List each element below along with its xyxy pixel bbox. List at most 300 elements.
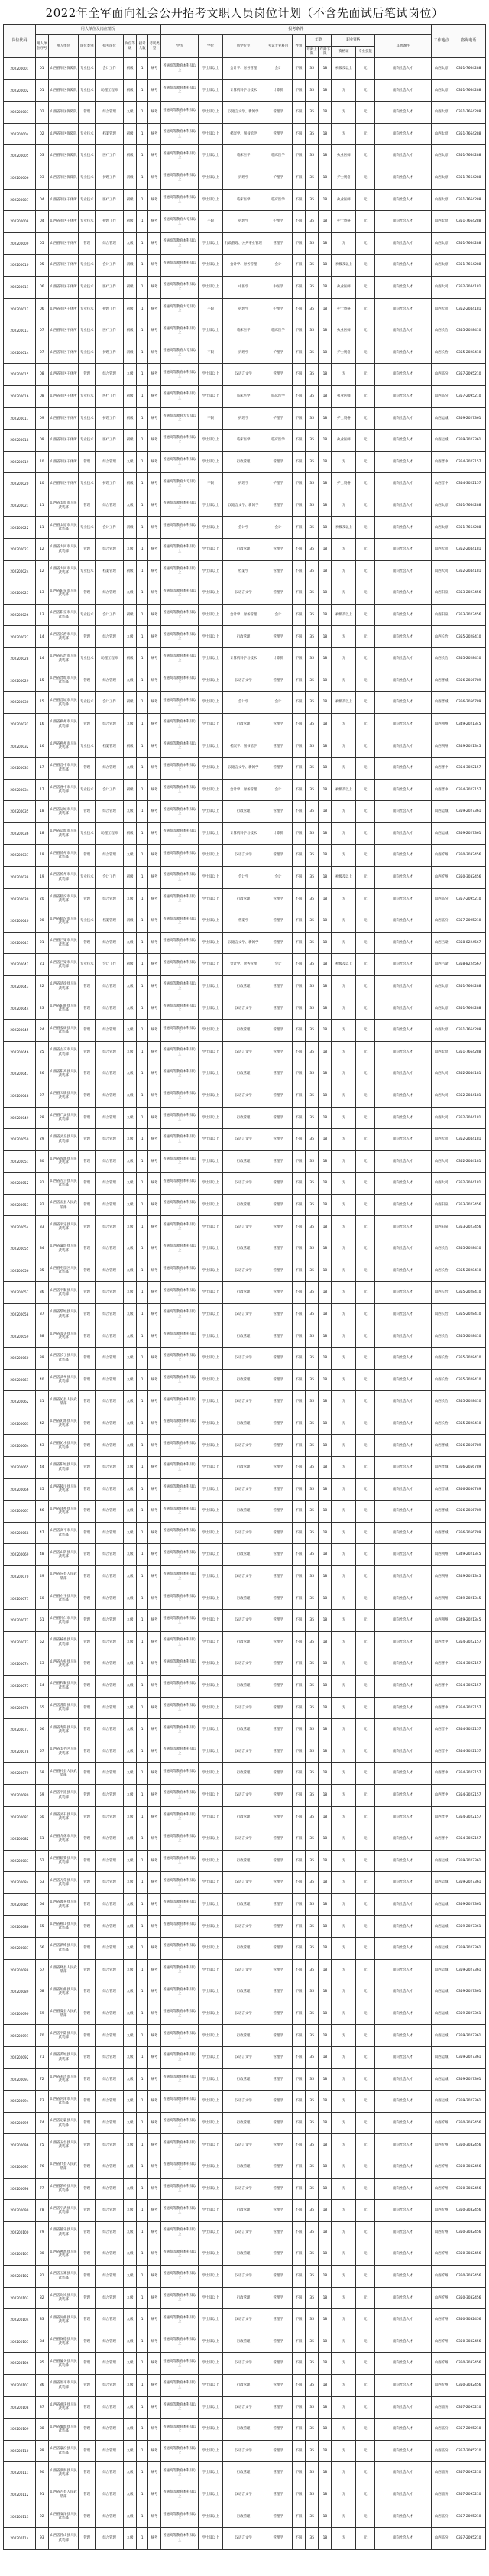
cell-phone: 0350-3032456: [452, 2221, 485, 2243]
cell-count: 1: [137, 276, 148, 298]
cell-education: 普通高等教育本科及以上: [161, 822, 199, 845]
cell-education: 普通高等教育本科及以上: [161, 1806, 199, 1828]
cell-level: 九级: [124, 2243, 137, 2266]
cell-category: 专业技术: [79, 473, 96, 495]
cell-phone: 0349-2021345: [452, 1565, 485, 1588]
cell-degree: 学士及以上: [199, 1041, 223, 1063]
cell-place: 山西太原: [431, 1041, 452, 1063]
cell-count: 1: [137, 1872, 148, 1894]
cell-code: 202200048: [4, 1085, 36, 1107]
cell-post: 护理工作: [96, 473, 124, 495]
cell-post: 综合管理: [96, 888, 124, 910]
cell-count: 1: [137, 1784, 148, 1806]
cell-unit: 山西省古县人民武装部: [48, 2484, 78, 2506]
cell-education: 普通高等教育本科及以上: [161, 560, 199, 582]
cell-education: 普通高等教育本科及以上: [161, 1959, 199, 1981]
cell-age-upper: 35: [306, 2396, 319, 2419]
cell-education: 普通高等教育本科及以上: [161, 2112, 199, 2134]
cell-phone: 0353-2023456: [452, 604, 485, 626]
cell-exam-type: 统考: [147, 1348, 160, 1370]
cell-age-upper: 35: [306, 1938, 319, 1960]
cell-age-lower: 18: [319, 604, 332, 626]
header-gender: 性别: [292, 35, 305, 58]
cell-count: 1: [137, 1719, 148, 1741]
cell-category: 管理: [79, 1631, 96, 1653]
cell-place: 山西长治: [431, 1413, 452, 1435]
cell-unit: 山西省左权县人民武装部: [48, 1653, 78, 1676]
cell-age-lower: 18: [319, 1063, 332, 1085]
cell-gender: 不限: [292, 145, 305, 167]
cell-gender: 不限: [292, 255, 305, 277]
cell-subject: 管理学: [264, 1238, 293, 1260]
cell-category: 管理: [79, 888, 96, 910]
cell-unit-no: 93: [35, 2528, 48, 2550]
cell-unit: 山西省广灵县人民武装部: [48, 1107, 78, 1129]
cell-code: 202200014: [4, 342, 36, 364]
cell-category: 管理: [79, 845, 96, 867]
cell-exam-type: 统考: [147, 1457, 160, 1479]
cell-phone: 0359-2027361: [452, 430, 485, 452]
cell-unit: 山西省定襄县人民武装部: [48, 2112, 78, 2134]
cell-exam-type: 统考: [147, 2112, 160, 2134]
cell-level: 九级: [124, 1981, 137, 2003]
cell-gender: 不限: [292, 2068, 305, 2091]
cell-unit: 山西省安泽县人民武装部: [48, 2506, 78, 2528]
cell-phone: 0357-2095210: [452, 2440, 485, 2462]
cell-degree: 学士及以上: [199, 1806, 223, 1828]
cell-count: 1: [137, 2047, 148, 2069]
cell-major: 汉语言文学: [223, 582, 264, 605]
cell-unit: 山西省太原市人民武装部: [48, 495, 78, 517]
cell-gender: 不限: [292, 1150, 305, 1173]
cell-subject: 管理学: [264, 2396, 293, 2419]
cell-place: 山西大同: [431, 1107, 452, 1129]
cell-phone: 0355-2028410: [452, 1325, 485, 1348]
cell-degree: 学士及以上: [199, 1719, 223, 1741]
cell-code: 202200046: [4, 1041, 36, 1063]
cell-degree: 学士及以上: [199, 2068, 223, 2091]
cell-unit-no: 43: [35, 1435, 48, 1457]
cell-age-upper: 35: [306, 1173, 319, 1195]
cell-code: 202200081: [4, 1806, 36, 1828]
table-row: [4, 232, 486, 255]
cell-unit-no: 48: [35, 1544, 48, 1566]
cell-phone: 0355-2028410: [452, 1413, 485, 1435]
cell-age-upper: 35: [306, 1784, 319, 1806]
cell-other: 面向社会人才: [374, 1303, 431, 1325]
cell-skill: 无: [356, 2419, 375, 2441]
cell-skill: 无: [356, 670, 375, 692]
cell-education: 普通高等教育本科及以上: [161, 2374, 199, 2396]
cell-category: 管理: [79, 2396, 96, 2419]
cell-age-upper: 35: [306, 1893, 319, 1916]
cell-level: 九级: [124, 1565, 137, 1588]
cell-degree: 学士及以上: [199, 604, 223, 626]
cell-degree: 学士及以上: [199, 1588, 223, 1610]
cell-age-upper: 35: [306, 1325, 319, 1348]
cell-category: 管理: [79, 801, 96, 823]
cell-certificate: 无: [332, 2178, 356, 2200]
table-row: [4, 1697, 486, 1719]
cell-post: 综合管理: [96, 1150, 124, 1173]
cell-age-lower: 18: [319, 1565, 332, 1588]
cell-phone: 0350-3032456: [452, 2353, 485, 2375]
cell-code: 202200007: [4, 189, 36, 211]
cell-age-upper: 35: [306, 2374, 319, 2396]
cell-level: 初级: [124, 145, 137, 167]
cell-unit: 山西省灵石县人民武装部: [48, 1806, 78, 1828]
table-row: [4, 1959, 486, 1981]
cell-post: 综合管理: [96, 1610, 124, 1632]
cell-major: 档案学: [223, 560, 264, 582]
cell-unit-no: 65: [35, 1916, 48, 1938]
cell-age-lower: 18: [319, 822, 332, 845]
cell-category: 专业技术: [79, 276, 96, 298]
cell-code: 202200073: [4, 1631, 36, 1653]
cell-code: 202200004: [4, 123, 36, 145]
cell-other: 面向社会人才: [374, 1238, 431, 1260]
cell-exam-type: 统考: [147, 1565, 160, 1588]
cell-degree: 学士及以上: [199, 1369, 223, 1391]
cell-education: 普通高等教育本科及以上: [161, 2265, 199, 2287]
cell-degree: 学士及以上: [199, 1610, 223, 1632]
cell-gender: 不限: [292, 2506, 305, 2528]
cell-certificate: 无: [332, 1369, 356, 1391]
cell-category: 专业技术: [79, 604, 96, 626]
cell-certificate: 无: [332, 910, 356, 933]
cell-subject: 管理学: [264, 1063, 293, 1085]
cell-education: 普通高等教育本科及以上: [161, 1457, 199, 1479]
cell-phone: 0351-7664288: [452, 79, 485, 102]
cell-level: 初级: [124, 692, 137, 714]
cell-other: 面向社会人才: [374, 1063, 431, 1085]
cell-phone: 0354-3022157: [452, 1719, 485, 1741]
cell-level: 九级: [124, 758, 137, 780]
cell-other: 面向社会人才: [374, 1129, 431, 1151]
cell-code: 202200064: [4, 1435, 36, 1457]
cell-exam-type: 统考: [147, 1588, 160, 1610]
cell-count: 1: [137, 1173, 148, 1195]
cell-major: 会计学、财务管理: [223, 255, 264, 277]
cell-subject: 临床医学: [264, 145, 293, 167]
cell-subject: 管理学: [264, 2047, 293, 2069]
cell-exam-type: 统考: [147, 1238, 160, 1260]
cell-post: 综合管理: [96, 1544, 124, 1566]
cell-post: 综合管理: [96, 2134, 124, 2156]
cell-other: 面向社会人才: [374, 975, 431, 998]
cell-age-lower: 18: [319, 1150, 332, 1173]
cell-post: 综合管理: [96, 1916, 124, 1938]
cell-major: 汉语言文学: [223, 2440, 264, 2462]
cell-exam-type: 统考: [147, 2309, 160, 2331]
cell-degree: 学士及以上: [199, 2287, 223, 2309]
cell-certificate: 无: [332, 2047, 356, 2069]
cell-age-lower: 18: [319, 670, 332, 692]
cell-post: 综合管理: [96, 1806, 124, 1828]
cell-unit: 山西省军区保障队: [48, 123, 78, 145]
cell-skill: 无: [356, 473, 375, 495]
cell-age-lower: 18: [319, 2047, 332, 2069]
cell-certificate: 无: [332, 998, 356, 1020]
cell-other: 面向社会人才: [374, 888, 431, 910]
cell-level: 九级: [124, 626, 137, 648]
cell-other: 面向社会人才: [374, 2265, 431, 2287]
table-row: [4, 495, 486, 517]
cell-post: 综合管理: [96, 2484, 124, 2506]
cell-certificate: 无: [332, 2528, 356, 2550]
cell-degree: 学士及以上: [199, 2003, 223, 2025]
cell-phone: 0351-7664288: [452, 1041, 485, 1063]
cell-phone: 0350-3032456: [452, 866, 485, 888]
cell-education: 普通高等教育本科及以上: [161, 975, 199, 998]
cell-age-lower: 18: [319, 1959, 332, 1981]
cell-major: 汉语言文学: [223, 1173, 264, 1195]
cell-post: 综合管理: [96, 1719, 124, 1741]
cell-age-upper: 35: [306, 1435, 319, 1457]
cell-post: 综合管理: [96, 626, 124, 648]
table-row: [4, 648, 486, 670]
cell-gender: 不限: [292, 1959, 305, 1981]
cell-other: 面向社会人才: [374, 1653, 431, 1676]
cell-place: 山西运城: [431, 2003, 452, 2025]
cell-unit-no: 69: [35, 2003, 48, 2025]
cell-education: 普通高等教育本科及以上: [161, 320, 199, 342]
cell-level: 九级: [124, 2419, 137, 2441]
cell-unit: 山西省祁县人民武装部: [48, 1763, 78, 1785]
cell-place: 山西忻州: [431, 2331, 452, 2353]
cell-skill: 无: [356, 582, 375, 605]
cell-place: 山西运城: [431, 2091, 452, 2113]
cell-count: 1: [137, 998, 148, 1020]
cell-phone: 0350-3032456: [452, 2265, 485, 2287]
cell-level: 初级: [124, 167, 137, 189]
cell-unit: 山西省大同市人民武装部: [48, 539, 78, 561]
table-row: [4, 2440, 486, 2462]
cell-degree: 学士及以上: [199, 1063, 223, 1085]
cell-phone: 0351-7664288: [452, 189, 485, 211]
cell-place: 山西运城: [431, 822, 452, 845]
cell-code: 202200075: [4, 1675, 36, 1697]
cell-age-lower: 18: [319, 1435, 332, 1457]
cell-exam-type: 统考: [147, 1478, 160, 1501]
cell-certificate: 初级及以上: [332, 58, 356, 80]
cell-other: 面向社会人才: [374, 2528, 431, 2550]
cell-phone: 0355-2028410: [452, 320, 485, 342]
table-row: [4, 342, 486, 364]
cell-age-lower: 18: [319, 2506, 332, 2528]
cell-category: 管理: [79, 582, 96, 605]
cell-subject: 管理学: [264, 2156, 293, 2179]
table-body: [4, 58, 486, 2550]
table-row: [4, 582, 486, 605]
cell-exam-type: 统考: [147, 2047, 160, 2069]
cell-degree: 学士及以上: [199, 430, 223, 452]
cell-major: 护理学: [223, 407, 264, 430]
cell-post: 护理工作: [96, 298, 124, 320]
cell-exam-type: 统考: [147, 692, 160, 714]
cell-other: 面向社会人才: [374, 1741, 431, 1763]
cell-age-upper: 35: [306, 604, 319, 626]
cell-education: 普通高等教育本科及以上: [161, 1282, 199, 1304]
header-place: 工作地点: [431, 25, 452, 58]
cell-level: 九级: [124, 1260, 137, 1282]
cell-count: 1: [137, 670, 148, 692]
table-row: [4, 2309, 486, 2331]
cell-major: 行政管理: [223, 2419, 264, 2441]
cell-major: 汉语言文学、新闻学: [223, 102, 264, 124]
cell-level: 九级: [124, 102, 137, 124]
cell-phone: 0352-2044181: [452, 560, 485, 582]
cell-skill: 无: [356, 430, 375, 452]
table-row: [4, 1150, 486, 1173]
cell-unit-no: 49: [35, 1565, 48, 1588]
cell-place: 山西运城: [431, 1959, 452, 1981]
table-row: [4, 1675, 486, 1697]
cell-unit-no: 74: [35, 2112, 48, 2134]
cell-category: 管理: [79, 1916, 96, 1938]
cell-skill: 无: [356, 1981, 375, 2003]
cell-post: 综合管理: [96, 582, 124, 605]
cell-age-lower: 18: [319, 2331, 332, 2353]
cell-age-upper: 35: [306, 2112, 319, 2134]
cell-exam-type: 统考: [147, 1828, 160, 1851]
cell-place: 山西晋中: [431, 1719, 452, 1741]
cell-age-lower: 18: [319, 473, 332, 495]
cell-age-lower: 18: [319, 517, 332, 539]
table-row: [4, 822, 486, 845]
cell-post: 会计工作: [96, 255, 124, 277]
cell-other: 面向社会人才: [374, 1369, 431, 1391]
cell-place: 山西长治: [431, 1260, 452, 1282]
cell-phone: 0350-3032456: [452, 2374, 485, 2396]
cell-category: 管理: [79, 2047, 96, 2069]
cell-category: 管理: [79, 1501, 96, 1523]
cell-education: 普通高等教育本科及以上: [161, 1173, 199, 1195]
cell-unit: 山西省阳泉市人民武装部: [48, 582, 78, 605]
cell-other: 面向社会人才: [374, 2068, 431, 2091]
cell-gender: 不限: [292, 1697, 305, 1719]
cell-education: 普通高等教育本科及以上: [161, 1741, 199, 1763]
cell-place: 山西晋中: [431, 758, 452, 780]
cell-category: 管理: [79, 2243, 96, 2266]
cell-age-upper: 35: [306, 2068, 319, 2091]
cell-code: 202200108: [4, 2396, 36, 2419]
cell-gender: 不限: [292, 517, 305, 539]
cell-other: 面向社会人才: [374, 1631, 431, 1653]
cell-certificate: 无: [332, 2025, 356, 2047]
cell-age-upper: 35: [306, 1478, 319, 1501]
cell-education: 普通高等教育本科及以上: [161, 758, 199, 780]
cell-category: 管理: [79, 451, 96, 473]
cell-exam-type: 统考: [147, 1413, 160, 1435]
cell-skill: 无: [356, 1107, 375, 1129]
table-row: [4, 2287, 486, 2309]
cell-skill: 无: [356, 1544, 375, 1566]
cell-age-upper: 35: [306, 298, 319, 320]
cell-exam-type: 统考: [147, 1391, 160, 1413]
cell-subject: 管理学: [264, 1194, 293, 1216]
cell-unit-no: 11: [35, 517, 48, 539]
cell-count: 1: [137, 58, 148, 80]
table-row: [4, 888, 486, 910]
cell-unit-no: 63: [35, 1872, 48, 1894]
cell-degree: 学士及以上: [199, 670, 223, 692]
cell-level: 九级: [124, 364, 137, 386]
cell-gender: 不限: [292, 1719, 305, 1741]
cell-subject: 管理学: [264, 1893, 293, 1916]
cell-certificate: 初级及以上: [332, 604, 356, 626]
cell-category: 管理: [79, 1435, 96, 1457]
cell-gender: 不限: [292, 2462, 305, 2484]
cell-certificate: 执业医师: [332, 276, 356, 298]
cell-level: 九级: [124, 1173, 137, 1195]
cell-subject: 管理学: [264, 2265, 293, 2287]
cell-other: 面向社会人才: [374, 582, 431, 605]
cell-education: 普通高等教育本科及以上: [161, 1391, 199, 1413]
cell-unit: 山西省翼城县人民武装部: [48, 2419, 78, 2441]
cell-skill: 无: [356, 2221, 375, 2243]
cell-major: 行政管理: [223, 1063, 264, 1085]
cell-age-lower: 18: [319, 145, 332, 167]
cell-level: 九级: [124, 2396, 137, 2419]
cell-post: 综合管理: [96, 2353, 124, 2375]
cell-subject: 临床医学: [264, 430, 293, 452]
cell-count: 1: [137, 1501, 148, 1523]
cell-phone: 0359-2027361: [452, 407, 485, 430]
cell-age-lower: 18: [319, 1653, 332, 1676]
cell-subject: 管理学: [264, 1478, 293, 1501]
cell-unit: 山西省平陆县人民武装部: [48, 2025, 78, 2047]
cell-other: 面向社会人才: [374, 626, 431, 648]
cell-level: 初级: [124, 779, 137, 801]
cell-certificate: 无: [332, 1238, 356, 1260]
cell-age-lower: 18: [319, 1325, 332, 1348]
cell-gender: 不限: [292, 1041, 305, 1063]
cell-unit: 山西省平顺县人民武装部: [48, 1282, 78, 1304]
cell-place: 山西太原: [431, 102, 452, 124]
cell-category: 管理: [79, 932, 96, 954]
cell-code: 202200088: [4, 1959, 36, 1981]
cell-degree: 学士及以上: [199, 1020, 223, 1042]
cell-age-lower: 18: [319, 407, 332, 430]
cell-place: 山西忻州: [431, 2112, 452, 2134]
cell-education: 普通高等教育本科及以上: [161, 2200, 199, 2222]
cell-education: 普通高等教育本科及以上: [161, 1435, 199, 1457]
cell-subject: 中医学: [264, 276, 293, 298]
cell-code: 202200079: [4, 1763, 36, 1785]
cell-age-lower: 18: [319, 735, 332, 758]
cell-post: 综合管理: [96, 2221, 124, 2243]
cell-level: 九级: [124, 670, 137, 692]
cell-place: 山西长治: [431, 342, 452, 364]
cell-major: 汉语言文学: [223, 2309, 264, 2331]
cell-unit: 山西省稷山县人民武装部: [48, 1916, 78, 1938]
cell-phone: 0352-2044181: [452, 1129, 485, 1151]
cell-unit: 山西省绛县人民武装部: [48, 1959, 78, 1981]
table-row: [4, 189, 486, 211]
cell-education: 普通高等教育本科及以上: [161, 1063, 199, 1085]
cell-degree: 学士及以上: [199, 2506, 223, 2528]
cell-unit: 山西省太谷区人民武装部: [48, 1741, 78, 1763]
cell-code: 202200068: [4, 1522, 36, 1544]
cell-age-lower: 18: [319, 1893, 332, 1916]
cell-gender: 不限: [292, 320, 305, 342]
cell-unit: 山西省河曲县人民武装部: [48, 2309, 78, 2331]
cell-phone: 0351-7664288: [452, 1020, 485, 1042]
cell-other: 面向社会人才: [374, 998, 431, 1020]
cell-code: 202200093: [4, 2068, 36, 2091]
cell-age-upper: 35: [306, 1194, 319, 1216]
